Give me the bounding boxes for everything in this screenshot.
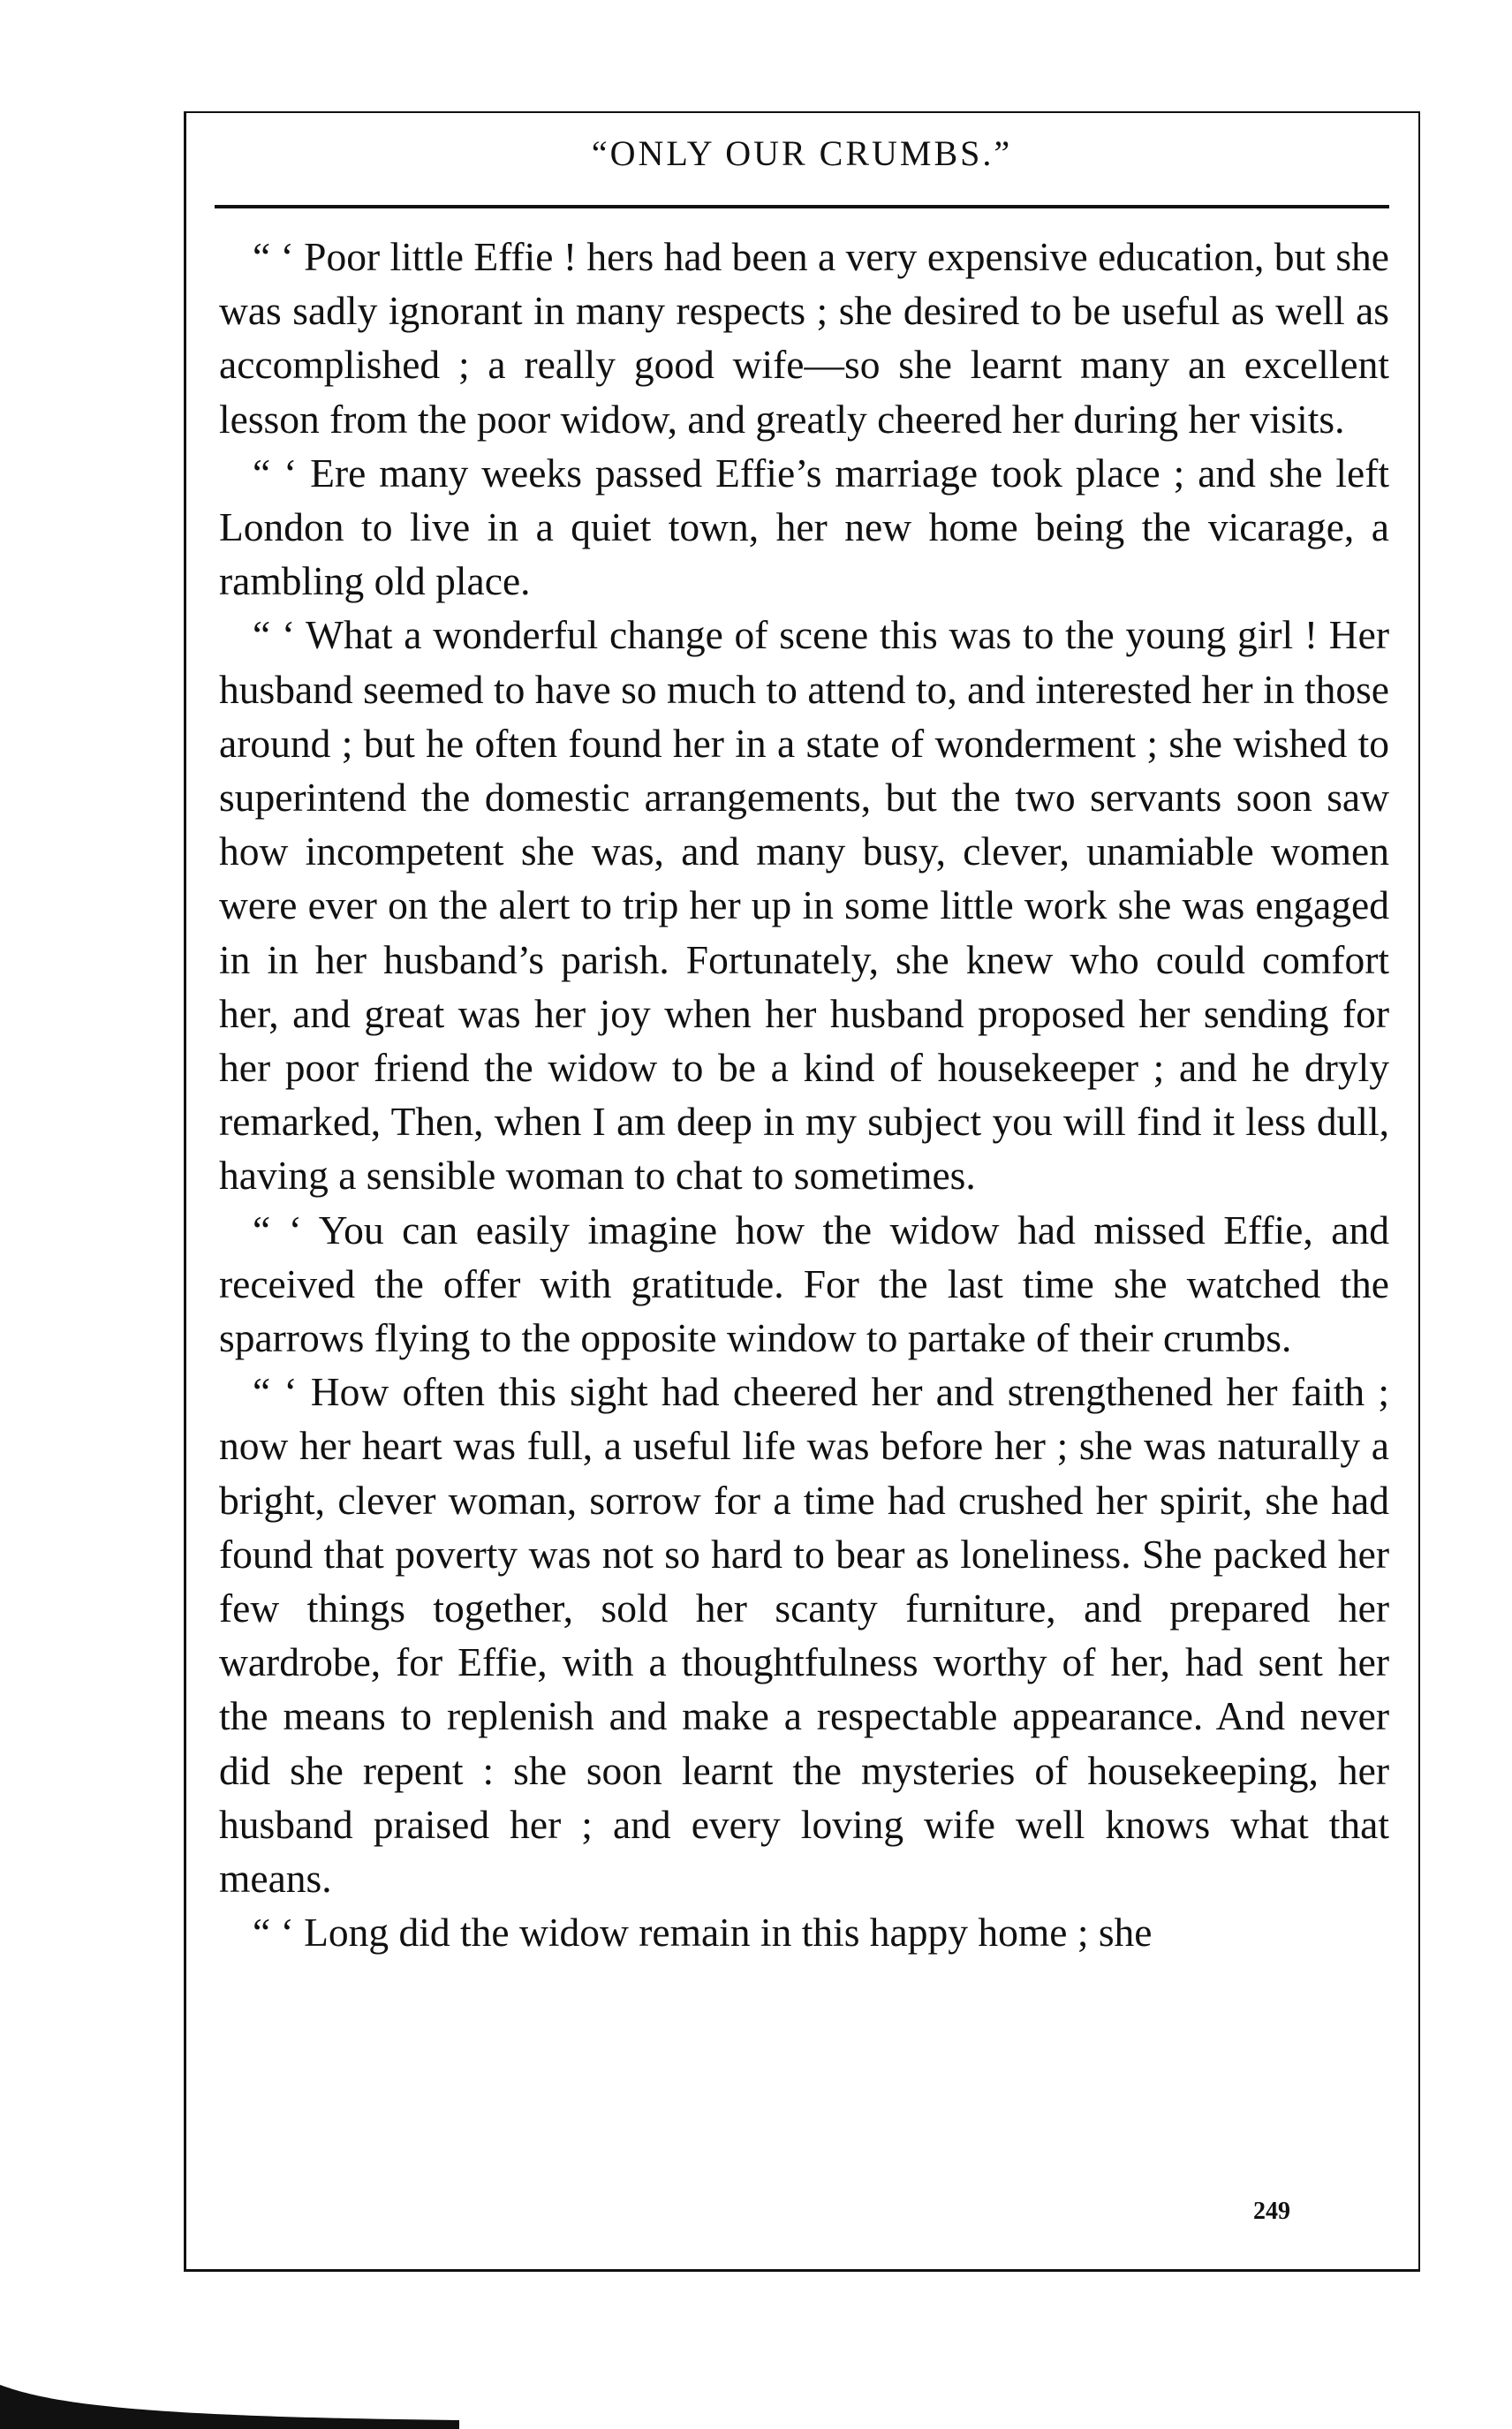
page-number: 249 — [1253, 2198, 1290, 2225]
paragraph-2: “ ‘ Ere many weeks passed Effie’s marriage took place ; and she left London to live in a quiet town, her new home being the vicarage, a rambling old place. — [219, 450, 1389, 604]
body-text — [219, 230, 1389, 1960]
paragraph-1: “ ‘ Poor little Effie ! hers had been a very expensive education, but she was sadly ignorant in many respects ; she desired to be useful as well as accomplished ; a really good wife—so she learnt many an excellent lesson from the poor widow, and greatly cheered her during her visits. — [219, 234, 1389, 442]
running-title: “ONLY OUR CRUMBS.” — [591, 133, 1013, 173]
header-rule — [215, 205, 1389, 208]
scan-edge-shadow — [0, 2385, 459, 2429]
paragraph-4: “ ‘ You can easily imagine how the widow had missed Effie, and received the offer with gratitude. For the last time she watched the sparrows flying to the opposite window to partake of their crumbs. — [219, 1207, 1389, 1361]
paragraph-3: “ ‘ What a wonderful change of scene this was to the young girl ! Her husband seemed to have so much to attend to, and interested her in those around ; but he often found her in a state of wonderment ; she wished to superintend the domestic arrangements, but the two servants soon saw how incompetent she was, and many busy, clever, unamiable women were ever on the alert to trip her up in some little work she was engaged in in her husband’s parish. Fortunately, she knew who could comfort her, and great was her joy when her husband proposed her sending for her poor friend the widow to be a kind of housekeeper ; and he dryly remarked, Then, when I am deep in my subject you will find it less dull, having a sensible woman to chat to sometimes. — [219, 612, 1389, 1199]
paragraph-6: “ ‘ Long did the widow remain in this happy home ; she — [253, 1910, 1153, 1956]
paragraph-5: “ ‘ How often this sight had cheered her and strengthened her faith ; now her heart was full, a useful life was before her ; she was naturally a bright, clever woman, sorrow for a time had crushed her spirit, she had found that poverty was not so hard to bear as loneliness. She packed her few things together, sold her scanty furniture, and prepared her wardrobe, for Effie, with a thoughtfulness worthy of her, had sent her the means to replenish and make a respectable appearance. And never did she repent : she soon learnt the mysteries of housekeeping, her husband praised her ; and every loving wife well knows what that means. — [219, 1369, 1389, 1902]
